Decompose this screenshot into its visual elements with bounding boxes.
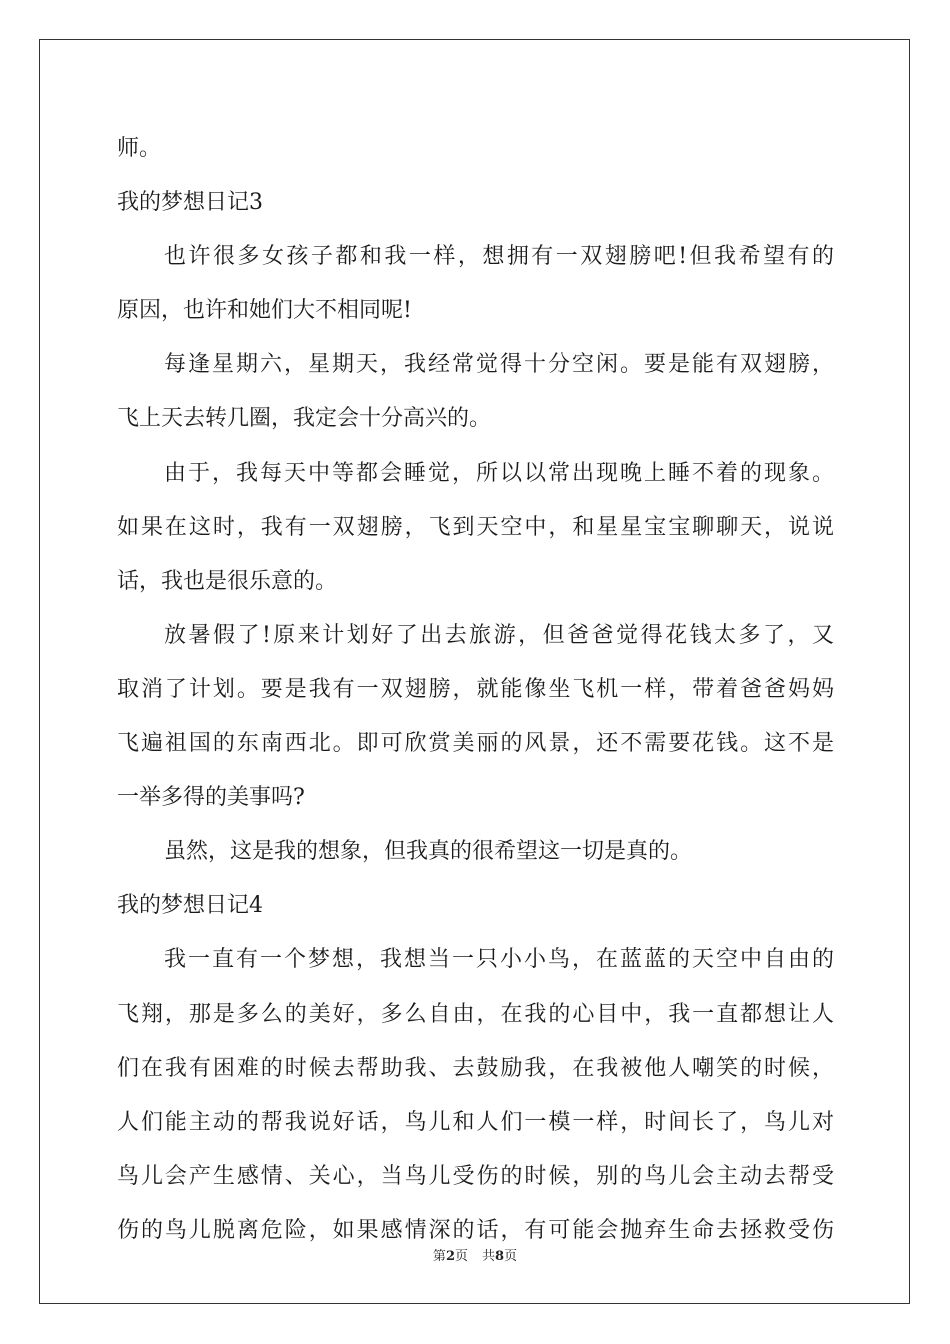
text-line: 由于，我每天中等都会睡觉，所以以常出现晚上睡不着的现象。 [164, 460, 834, 486]
document-body [117, 122, 834, 1258]
text-line: 鸟儿会产生感情、关心，当鸟儿受伤的时候，别的鸟儿会主动去帮受 [117, 1163, 834, 1189]
text-line: 飞遍祖国的东南西北。即可欣赏美丽的风景，还不需要花钱。这不是 [117, 731, 834, 757]
section-heading: 我的梦想日记3 [117, 190, 263, 216]
text-line: 话，我也是很乐意的。 [117, 568, 338, 594]
text-line: 放暑假了!原来计划好了出去旅游，但爸爸觉得花钱太多了，又 [164, 622, 834, 648]
footer-page-suffix: 页 [454, 1249, 468, 1264]
text-line: 原因，也许和她们大不相同呢! [117, 298, 412, 324]
text-line: 如果在这时，我有一双翅膀，飞到天空中，和星星宝宝聊聊天，说说 [117, 514, 834, 540]
footer-page-total: 8 [495, 1249, 505, 1264]
section-heading: 我的梦想日记4 [117, 893, 263, 919]
text-line: 飞上天去转几圈，我定会十分高兴的。 [117, 406, 492, 432]
footer-page-prefix: 第 [432, 1249, 446, 1264]
text-line: 飞翔，那是多么的美好，多么自由，在我的心目中，我一直都想让人 [117, 1001, 834, 1027]
footer-total-prefix: 共 [482, 1249, 496, 1264]
text-line: 每逢星期六，星期天，我经常觉得十分空闲。要是能有双翅膀， [164, 352, 834, 378]
text-line: 也许很多女孩子都和我一样，想拥有一双翅膀吧!但我希望有的 [164, 244, 834, 270]
footer-page-current: 2 [445, 1249, 455, 1264]
text-line: 们在我有困难的时候去帮助我、去鼓励我，在我被他人嘲笑的时候， [117, 1055, 834, 1081]
text-line: 取消了计划。要是我有一双翅膀，就能像坐飞机一样，带着爸爸妈妈 [117, 676, 834, 702]
page-footer [0, 1245, 950, 1264]
footer-total-suffix: 页 [504, 1249, 518, 1264]
text-line: 虽然，这是我的想象，但我真的很希望这一切是真的。 [164, 839, 693, 865]
text-line: 伤的鸟儿脱离危险，如果感情深的话，有可能会抛弃生命去拯救受伤 [117, 1217, 834, 1243]
text-line: 师。 [117, 136, 162, 161]
text-line: 我一直有一个梦想，我想当一只小小鸟，在蓝蓝的天空中自由的 [164, 947, 834, 973]
text-line: 一举多得的美事吗? [117, 785, 305, 811]
text-line: 人们能主动的帮我说好话，鸟儿和人们一模一样，时间长了，鸟儿对 [117, 1109, 834, 1135]
